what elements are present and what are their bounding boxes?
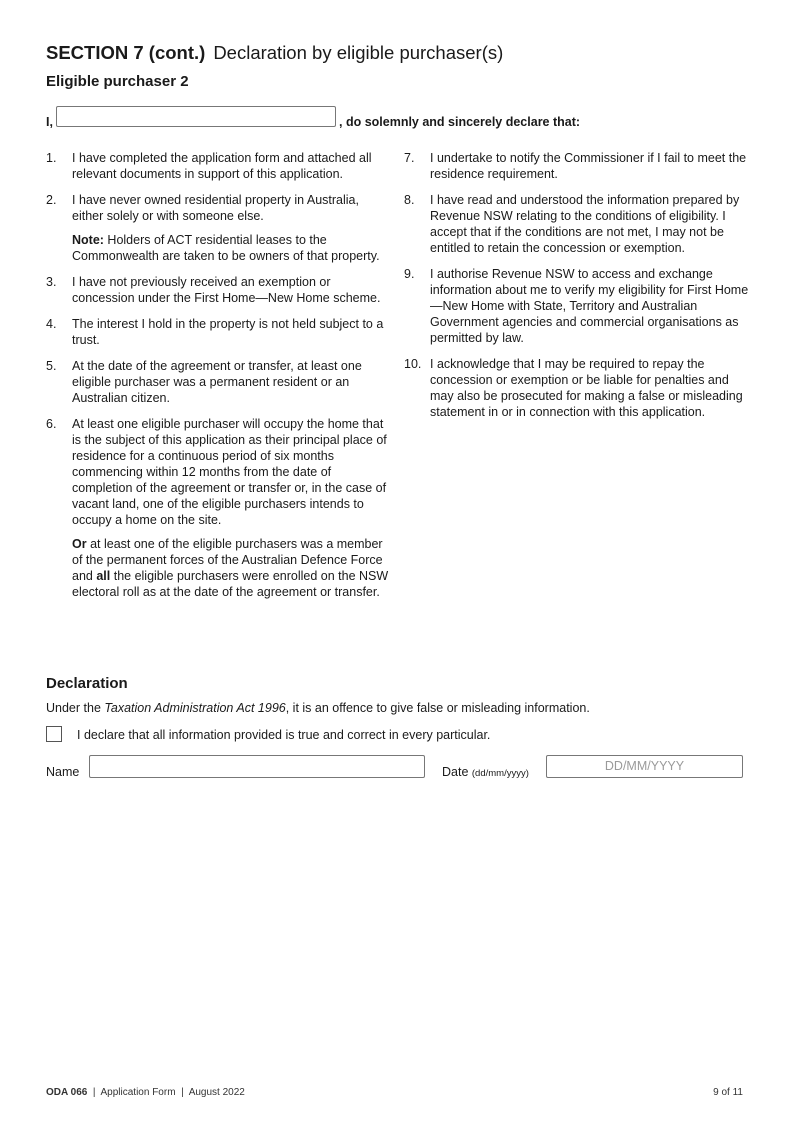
warning-text-after: , it is an offence to give false or misleading information. (285, 701, 590, 715)
declaration-warning (46, 701, 590, 715)
declaration-item-9 (404, 266, 749, 346)
item-text: I have not previously received an exemption or concession under the First Home—New Home scheme. (72, 275, 381, 305)
note-text: Holders of ACT residential leases to the Commonwealth are taken to be owners of that property. (72, 233, 380, 263)
item-number: 5. (46, 359, 57, 373)
item-number: 4. (46, 317, 57, 331)
or-label: Or (72, 537, 87, 551)
item-text: I have read and understood the information prepared by Revenue NSW relating to the conditions of eligibility. I accept that if the conditions are not met, I may not be entitled to retain the concession or exemption. (430, 193, 740, 255)
item-number: 9. (404, 267, 415, 281)
note-label: Note: (72, 233, 104, 247)
item-number: 1. (46, 151, 57, 165)
date-format-hint: (dd/mm/yyyy) (471, 768, 529, 779)
declaration-checkbox-label: I declare that all information provided is true and correct in every particular. (77, 728, 491, 742)
declaration-item-10 (404, 356, 749, 420)
document-type: Application Form (100, 1087, 176, 1098)
page-number: 9 of 11 (713, 1087, 743, 1098)
form-code: ODA 066 (46, 1087, 88, 1098)
item-number: 6. (46, 417, 57, 431)
item-text: The interest I hold in the property is not held subject to a trust. (72, 317, 384, 347)
item-text: I have never owned residential property in Australia, either solely or with someone else. (72, 193, 359, 223)
item-text: At least one eligible purchaser will occupy the home that is the subject of this application as their principal place of residence for a continuous period of six months commencing within 12 months from the date of completion of the agreement or transfer or, in the case of vacant land, one of the eligible purchasers intends to occupy a home on the site. (72, 417, 387, 527)
act-name: Taxation Administration Act 1996 (104, 701, 286, 715)
declaration-item-5 (46, 358, 391, 406)
item-text: I acknowledge that I may be required to repay the concession or exemption or be liable for penalties and may also be prosecuted for making a false or misleading statement in or in connection with this application. (430, 357, 743, 419)
declaration-item-7 (404, 150, 749, 182)
item-number: 8. (404, 193, 415, 207)
or-text-1: at least one of the eligible purchasers was a member of the permanent forces of the Australian Defence Force and (72, 537, 383, 583)
item-number: 7. (404, 151, 415, 165)
date-label (442, 765, 529, 779)
declaration-item-6 (46, 416, 391, 600)
item-text: I undertake to notify the Commissioner if I fail to meet the residence requirement. (430, 151, 747, 181)
footer-document-info (46, 1087, 245, 1098)
section-number: SECTION 7 (cont.) (46, 42, 206, 63)
item-number: 3. (46, 275, 57, 289)
declaration-item-3 (46, 274, 391, 306)
declaration-items-left-column (46, 150, 391, 610)
or-text-2: the eligible purchasers were enrolled on the NSW electoral roll as at the date of the agreement or transfer. (72, 569, 389, 599)
item-text: I have completed the application form and attached all relevant documents in support of this application. (72, 151, 372, 181)
date-field[interactable]: DD/MM/YYYY (546, 755, 743, 778)
item-number: 10. (404, 357, 422, 371)
item-text: I authorise Revenue NSW to access and exchange information about me to verify my eligibility for First Home—New Home with State, Territory and Australian Government agencies and commercial organisations as permitted by law. (430, 267, 749, 345)
name-field[interactable] (89, 755, 425, 778)
eligible-purchaser-heading: Eligible purchaser 2 (46, 73, 189, 90)
section-title: Declaration by eligible purchaser(s) (213, 42, 504, 63)
declaration-item-4 (46, 316, 391, 348)
item-text: At the date of the agreement or transfer, at least one eligible purchaser was a permanent resident or an Australian citizen. (72, 359, 362, 405)
declarant-name-field[interactable] (56, 106, 336, 127)
name-label: Name (46, 765, 80, 779)
item-number: 2. (46, 193, 57, 207)
declaration-item-8 (404, 192, 749, 256)
declaration-suffix: , do solemnly and sincerely declare that: (339, 115, 581, 129)
declaration-item-2 (46, 192, 391, 264)
or-all: all (96, 569, 111, 583)
item-alternative (72, 536, 391, 600)
warning-text-before: Under the (46, 701, 105, 715)
declaration-heading: Declaration (46, 675, 128, 692)
declaration-prefix: I, (46, 115, 53, 129)
section-heading (46, 42, 503, 64)
footer-separator: | (175, 1087, 189, 1098)
document-date: August 2022 (188, 1087, 245, 1098)
item-note (72, 232, 391, 264)
declaration-item-1 (46, 150, 391, 182)
footer-separator: | (87, 1087, 101, 1098)
declaration-items-right-column (404, 150, 749, 430)
date-label-text: Date (442, 765, 469, 779)
declaration-checkbox[interactable] (46, 726, 62, 742)
